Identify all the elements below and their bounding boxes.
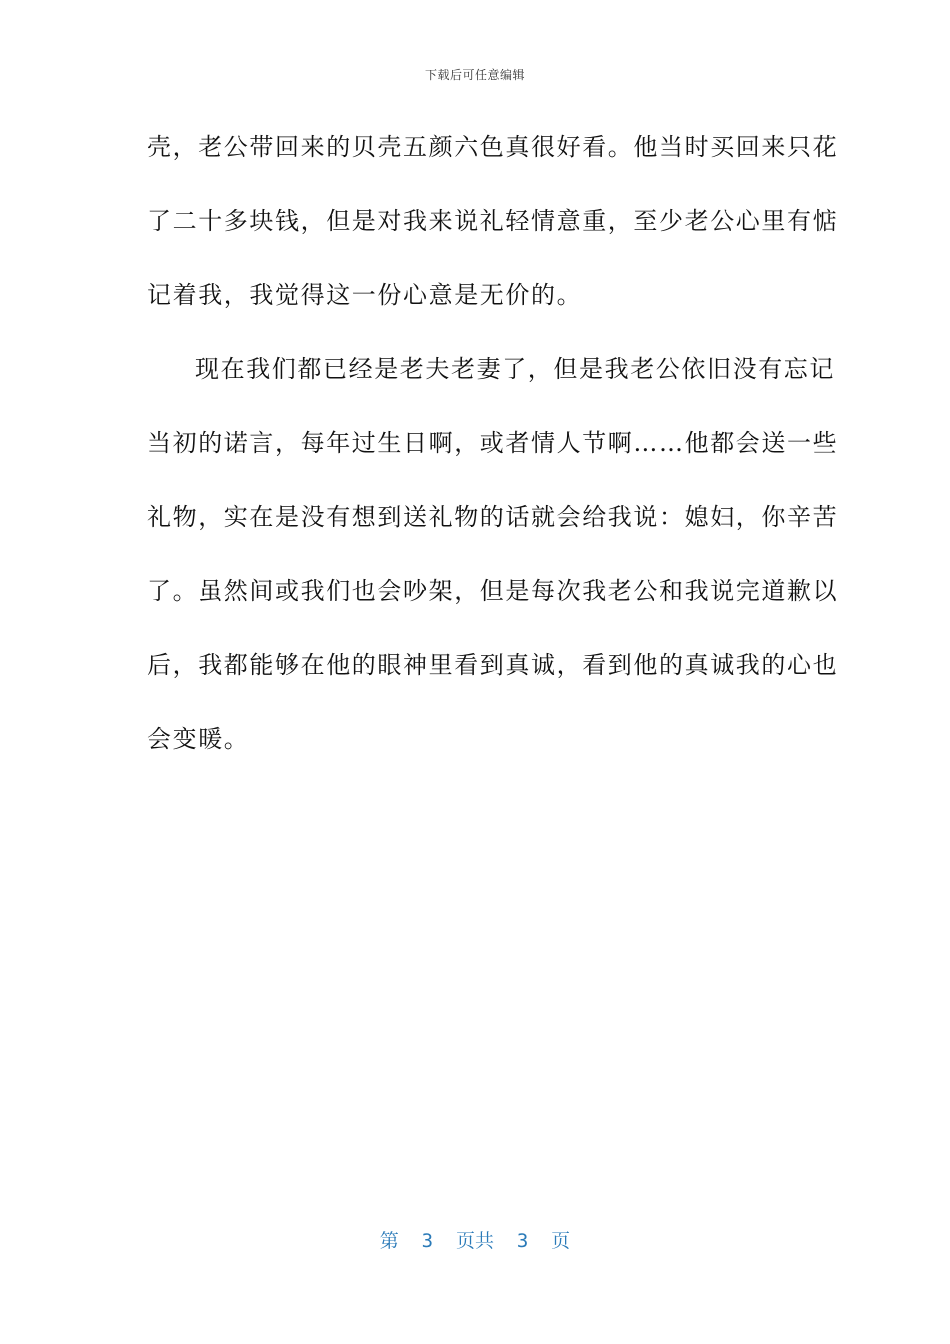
paragraph-1-line-1: 壳，老公带回来的贝壳五颜六色真很好看。他当时买回来只花 — [147, 133, 839, 161]
paragraph-2-line-4: 了。虽然间或我们也会吵架，但是每次我老公和我说完道歉以 — [147, 577, 839, 605]
paragraph-2-line-2: 当初的诺言，每年过生日啊，或者情人节啊……他都会送一些 — [147, 429, 839, 457]
document-body — [147, 122, 839, 788]
paragraph-2-line-6: 会变暖。 — [147, 725, 250, 753]
paragraph-1-line-3: 记着我，我觉得这一份心意是无价的。 — [147, 281, 583, 309]
paragraph-2-line-5: 后，我都能够在他的眼神里看到真诚，看到他的真诚我的心也 — [147, 651, 839, 679]
paragraph-2-line-1: 现在我们都已经是老夫老妻了，但是我老公依旧没有忘记 — [195, 355, 835, 383]
page-number-footer: 第 3 页共 3 页 — [379, 1230, 571, 1252]
page-header: 下载后可任意编辑 — [424, 68, 525, 82]
paragraph-2-line-3: 礼物，实在是没有想到送礼物的话就会给我说：媳妇，你辛苦 — [147, 503, 839, 531]
paragraph-1-line-2: 了二十多块钱，但是对我来说礼轻情意重，至少老公心里有惦 — [147, 207, 839, 235]
